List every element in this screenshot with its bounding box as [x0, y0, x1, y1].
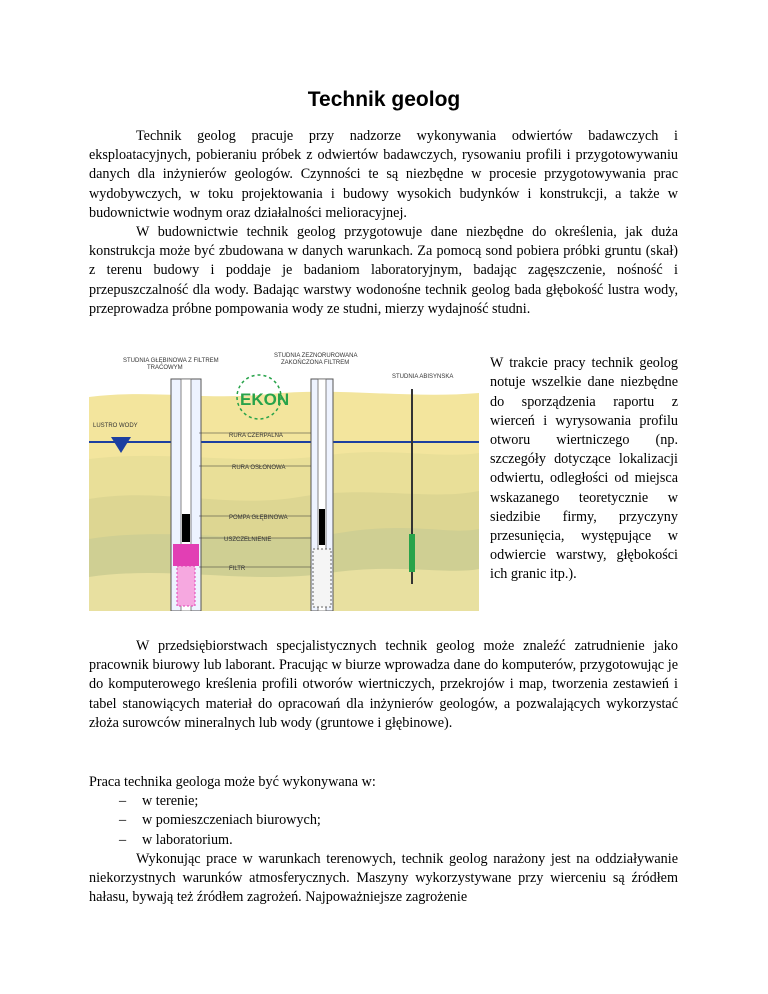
logo-text: EKON [240, 390, 290, 409]
employment-block [89, 637, 678, 733]
list-item: – w terenie; [89, 792, 678, 811]
paragraph-2: W budownictwie technik geolog przygotowuje dane niezbędne do określenia, jak duża konstrukcja może być zbudowana w danych warunkach. Za pomocą sond pobiera próbki gruntu (skał) z terenu budowy i poddaje je badaniom laboratoryjnym, badając zagęszczenie, nośność i przepuszczalność dla wody. Badając warstwy wodonośne technik geolog bada głębokość lustra wody, przeprowadza próbne pompowania wody ze studni, mierzy wydajność studni. [89, 224, 678, 317]
workplace-block [89, 773, 678, 850]
list-item: – w pomieszczeniach biurowych; [89, 811, 678, 830]
paragraph-1: Technik geolog pracuje przy nadzorze wykonywania odwiertów badawczych i eksploatacyjnych, pobieraniu próbek z odwiertów badawczych, rysowaniu profili i przygotowywaniu danych dla inżynierów geologów. Czynności te są niezbędne w procesie przygotowywania prac wydobywczych, w toku projektowania i budowy wysokich budynków i konstrukcji, a także w budownictwie wodnym oraz działalności melioracyjnej. [89, 128, 678, 221]
label-studniowa: RURA OSŁONOWA [232, 465, 286, 471]
paragraph-4: W przedsiębiorstwach specjalistycznych technik geolog może znaleźć zatrudnienie jako pracownik biurowy lub laborant. Pracując w biurze wprowadza dane do komputerów, przygotowując je do komputerowego kreślenia profili otworów wiertniczych, przekrojów i map, tworzenia zestawień i tabel stanowiących materiał do opracowań dla inżynierów geologów, a pozwalających wykorzystać złoża surowców mineralnych lub wody (gruntowe i głębinowe). [89, 638, 678, 731]
page-title: Technik geolog [307, 88, 461, 111]
well-diagram [89, 349, 479, 611]
label-well1: STUDNIA GŁĘBINOWA Z FILTREM [123, 358, 219, 364]
well-diagram-svg [89, 349, 479, 611]
side-paragraph: W trakcie pracy technik geolog notuje wszelkie dane niezbędne do sporządzenia raportu z wierceń i wyrysowania profilu otworu wiertniczego (np. szczegóły dotyczące lokalizacji odwiertu, odległości od miejsca wskazanego teoretycznie w siedzibie firmy, przyczyny przesunięcia, występujące w odwiercie warstwy, głębokości ich granic itp.). [490, 355, 678, 583]
list-item: – w laboratorium. [89, 831, 678, 850]
label-well2b: ZAKOŃCZONA FILTREM [281, 360, 350, 366]
label-well3: STUDNIA ABISYNSKA [392, 374, 454, 380]
label-uszczelnienie: USZCZELNIENIE [224, 537, 272, 543]
intro-block [89, 127, 678, 319]
label-well1b: TRACOWYM [147, 365, 183, 371]
hazards-block [89, 850, 678, 908]
list-intro: Praca technika geologa może być wykonywana w: [89, 774, 376, 790]
label-rura: RURA CZERPALNA [229, 433, 283, 439]
paragraph-5: Wykonując prace w warunkach terenowych, technik geolog narażony jest na oddziaływanie niekorzystnych warunków atmosferycznych. Maszyny wykorzystywane przy wierceniu są źródłem hałasu, bywają też źródłem zagrożeń. Najpoważniejsze zagrożenie [89, 851, 678, 906]
label-well2: STUDNIA ZEZNORUROWANA [274, 353, 358, 359]
label-water: LUSTRO WODY [93, 423, 138, 429]
label-pompa: POMPA GŁĘBINOWA [229, 515, 288, 521]
workplace-list [89, 792, 678, 850]
label-filtr: FILTR [229, 566, 246, 572]
